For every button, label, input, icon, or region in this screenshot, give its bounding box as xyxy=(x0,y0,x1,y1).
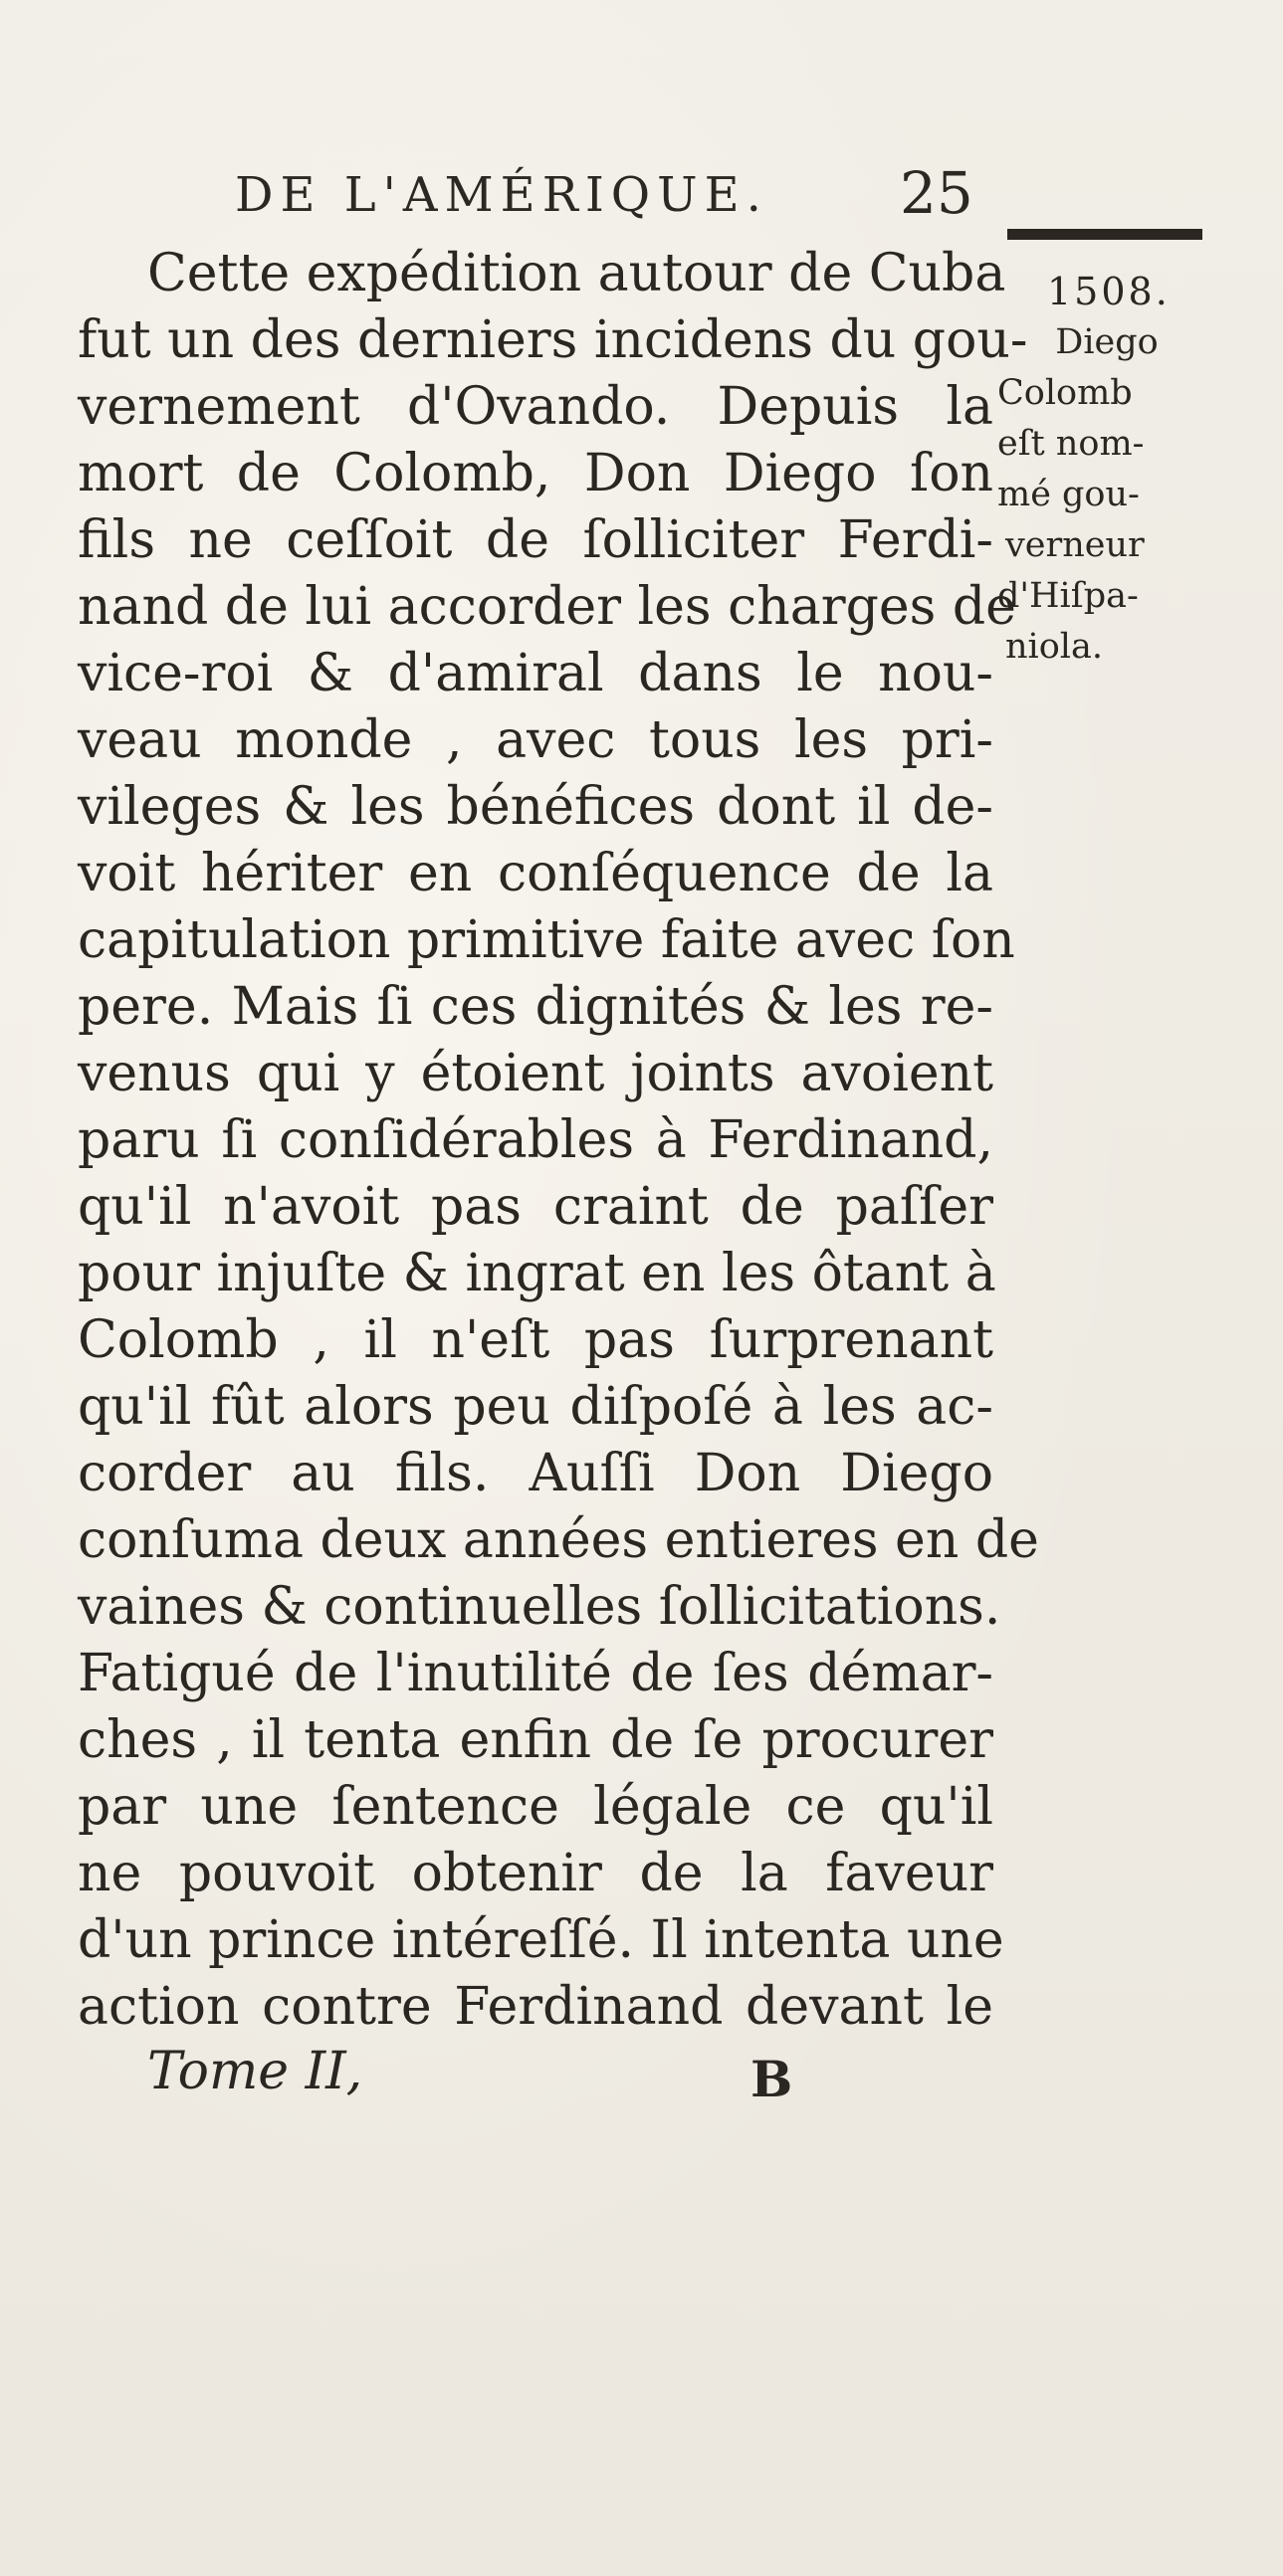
text-line: fut un des derniers incidens du gou- xyxy=(78,310,1028,370)
text-line: par une ſentence légale ce qu'il xyxy=(78,1777,993,1837)
text-line: pour injuſte & ingrat en les ôtant à xyxy=(78,1244,996,1303)
text-line: qu'il fût alors peu diſpoſé à les ac- xyxy=(78,1377,993,1437)
text-line: capitulation primitive faite avec ſon xyxy=(78,910,1015,970)
text-line: paru ſi conſidérables à Ferdinand, xyxy=(78,1110,993,1170)
marginal-line: d'Hiſpa- xyxy=(997,576,1139,616)
text-line: action contre Ferdinand devant le xyxy=(78,1977,993,2037)
text-line: venus qui y étoient joints avoient xyxy=(78,1044,993,1103)
body-text xyxy=(78,241,1039,2041)
text-line: ches , il tenta enfin de ſe procurer xyxy=(78,1710,993,1770)
marginal-line: niola. xyxy=(1005,627,1103,667)
marginal-line: mé gou- xyxy=(997,475,1140,514)
text-line: fils ne ceſſoit de ſolliciter Ferdi- xyxy=(78,510,993,570)
marginal-line: Colomb xyxy=(997,373,1133,413)
text-line: Fatigué de l'inutilité de ſes démar- xyxy=(78,1644,993,1703)
text-line: Cette expédition autour de Cuba xyxy=(147,244,1006,303)
text-line: qu'il n'avoit pas craint de paſſer xyxy=(78,1177,993,1237)
running-head: DE L'AMÉRIQUE. xyxy=(235,167,768,223)
text-line: conſuma deux années entieres en de xyxy=(78,1510,1039,1570)
marginal-year: 1508. xyxy=(1047,270,1171,313)
text-line: voit hériter en conſéquence de la xyxy=(78,844,993,903)
text-line: veau monde , avec tous les pri- xyxy=(78,710,993,770)
text-line: vileges & les bénéfices dont il de- xyxy=(78,777,993,837)
text-line: nand de lui accorder les charges de xyxy=(78,577,1016,637)
marginal-line: Diego xyxy=(1055,322,1159,362)
text-line: vice-roi & d'amiral dans le nou- xyxy=(78,644,993,703)
page-number: 25 xyxy=(900,159,973,227)
text-line: corder au fils. Auſſi Don Diego xyxy=(78,1444,993,1503)
text-line: Colomb , il n'eſt pas ſurprenant xyxy=(78,1310,993,1370)
marginal-line: verneur xyxy=(1005,525,1145,565)
text-line: vernement d'Ovando. Depuis la xyxy=(78,377,993,437)
marginal-line: eſt nom- xyxy=(997,424,1145,464)
text-line: ne pouvoit obtenir de la faveur xyxy=(78,1844,993,1903)
text-line: pere. Mais ſi ces dignités & les re- xyxy=(78,977,993,1037)
text-line: vaines & continuelles ſollicitations. xyxy=(78,1577,1001,1637)
marginal-note xyxy=(997,267,1216,673)
text-line: d'un prince intéreſſé. Il intenta une xyxy=(78,1910,1004,1970)
volume-label: Tome II, xyxy=(147,2042,363,2101)
header-rule xyxy=(1007,229,1202,240)
text-line: mort de Colomb, Don Diego ſon xyxy=(78,444,993,503)
signature-mark: B xyxy=(750,2050,793,2108)
